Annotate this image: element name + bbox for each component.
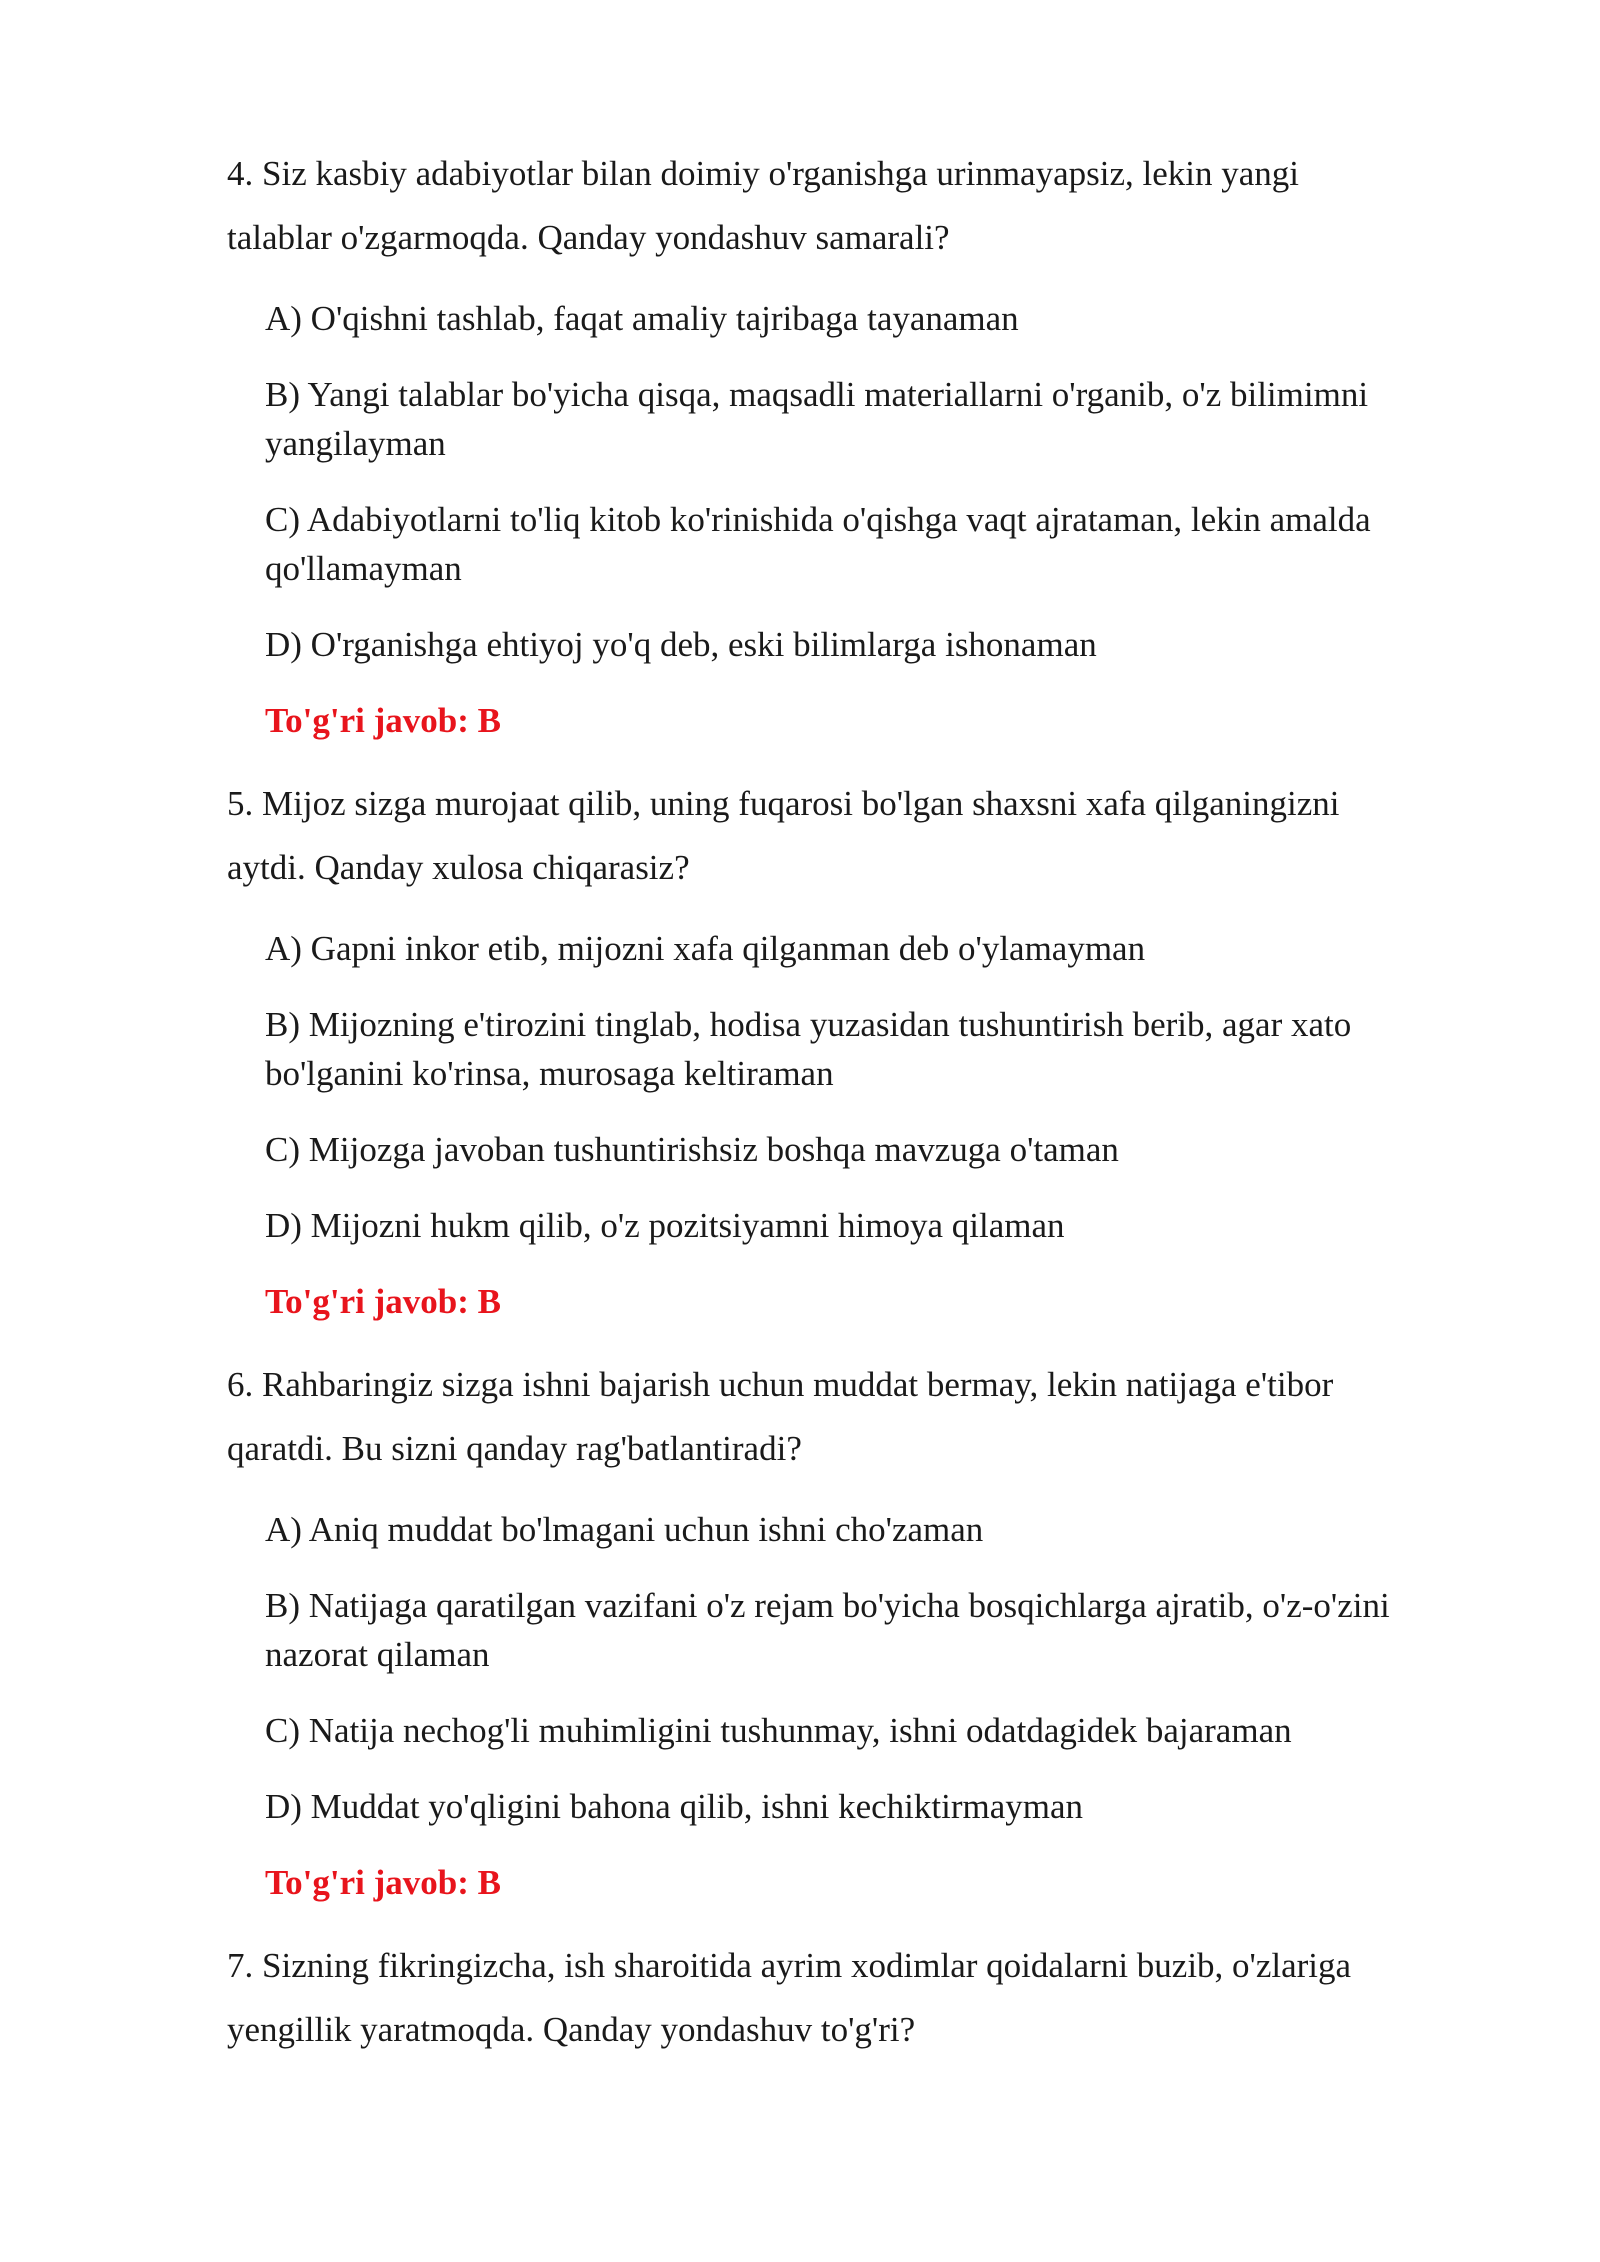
option-d: D) Mijozni hukm qilib, o'z pozitsiyamni himoya qilaman xyxy=(265,1206,1065,1245)
option-a: A) Aniq muddat bo'lmagani uchun ishni cho'zaman xyxy=(265,1510,984,1549)
question-4 xyxy=(227,142,1477,745)
question-text-line: 4. Siz kasbiy adabiyotlar bilan doimiy o'rganishga urinmayapsiz, lekin yangi xyxy=(227,154,1299,193)
question-text-line: aytdi. Qanday xulosa chiqarasiz? xyxy=(227,848,690,887)
correct-answer: To'g'ri javob: B xyxy=(265,1282,501,1321)
question-5 xyxy=(227,772,1477,1326)
option-a: A) O'qishni tashlab, faqat amaliy tajribaga tayanaman xyxy=(265,299,1019,338)
option-d: D) O'rganishga ehtiyoj yo'q deb, eski bilimlarga ishonaman xyxy=(265,625,1097,664)
question-text-line: talablar o'zgarmoqda. Qanday yondashuv samarali? xyxy=(227,218,950,257)
question-text-line: 5. Mijoz sizga murojaat qilib, uning fuqarosi bo'lgan shaxsni xafa qilganingizni xyxy=(227,784,1340,823)
options-list xyxy=(265,1505,1477,1831)
question-text-line: 7. Sizning fikringizcha, ish sharoitida ayrim xodimlar qoidalarni buzib, o'zlariga xyxy=(227,1946,1352,1985)
option-c: C) Natija nechog'li muhimligini tushunmay, ishni odatdagidek bajaraman xyxy=(265,1711,1292,1750)
option-c: C) Adabiyotlarni to'liq kitob ko'rinishida o'qishga vaqt ajrataman, lekin amalda qo'llamayman xyxy=(265,500,1371,588)
question-7 xyxy=(227,1934,1477,2062)
options-list xyxy=(265,924,1477,1250)
question-6 xyxy=(227,1353,1477,1907)
option-a: A) Gapni inkor etib, mijozni xafa qilganman deb o'ylamayman xyxy=(265,929,1146,968)
correct-answer: To'g'ri javob: B xyxy=(265,1863,501,1902)
option-c: C) Mijozga javoban tushuntirishsiz boshqa mavzuga o'taman xyxy=(265,1130,1119,1169)
option-b: B) Natijaga qaratilgan vazifani o'z rejam bo'yicha bosqichlarga ajratib, o'z-o'zini nazorat qilaman xyxy=(265,1586,1390,1674)
document-page xyxy=(227,142,1477,2062)
question-text-line: 6. Rahbaringiz sizga ishni bajarish uchun muddat bermay, lekin natijaga e'tibor xyxy=(227,1365,1334,1404)
option-d: D) Muddat yo'qligini bahona qilib, ishni kechiktirmayman xyxy=(265,1787,1083,1826)
option-b: B) Mijozning e'tirozini tinglab, hodisa yuzasidan tushuntirish berib, agar xato bo'lganini ko'rinsa, murosaga keltiraman xyxy=(265,1005,1352,1093)
option-b: B) Yangi talablar bo'yicha qisqa, maqsadli materiallarni o'rganib, o'z bilimimni yangilayman xyxy=(265,375,1369,463)
question-text-line: qaratdi. Bu sizni qanday rag'batlantiradi? xyxy=(227,1429,802,1468)
options-list xyxy=(265,294,1477,669)
correct-answer: To'g'ri javob: B xyxy=(265,701,501,740)
question-text-line: yengillik yaratmoqda. Qanday yondashuv to'g'ri? xyxy=(227,2010,916,2049)
